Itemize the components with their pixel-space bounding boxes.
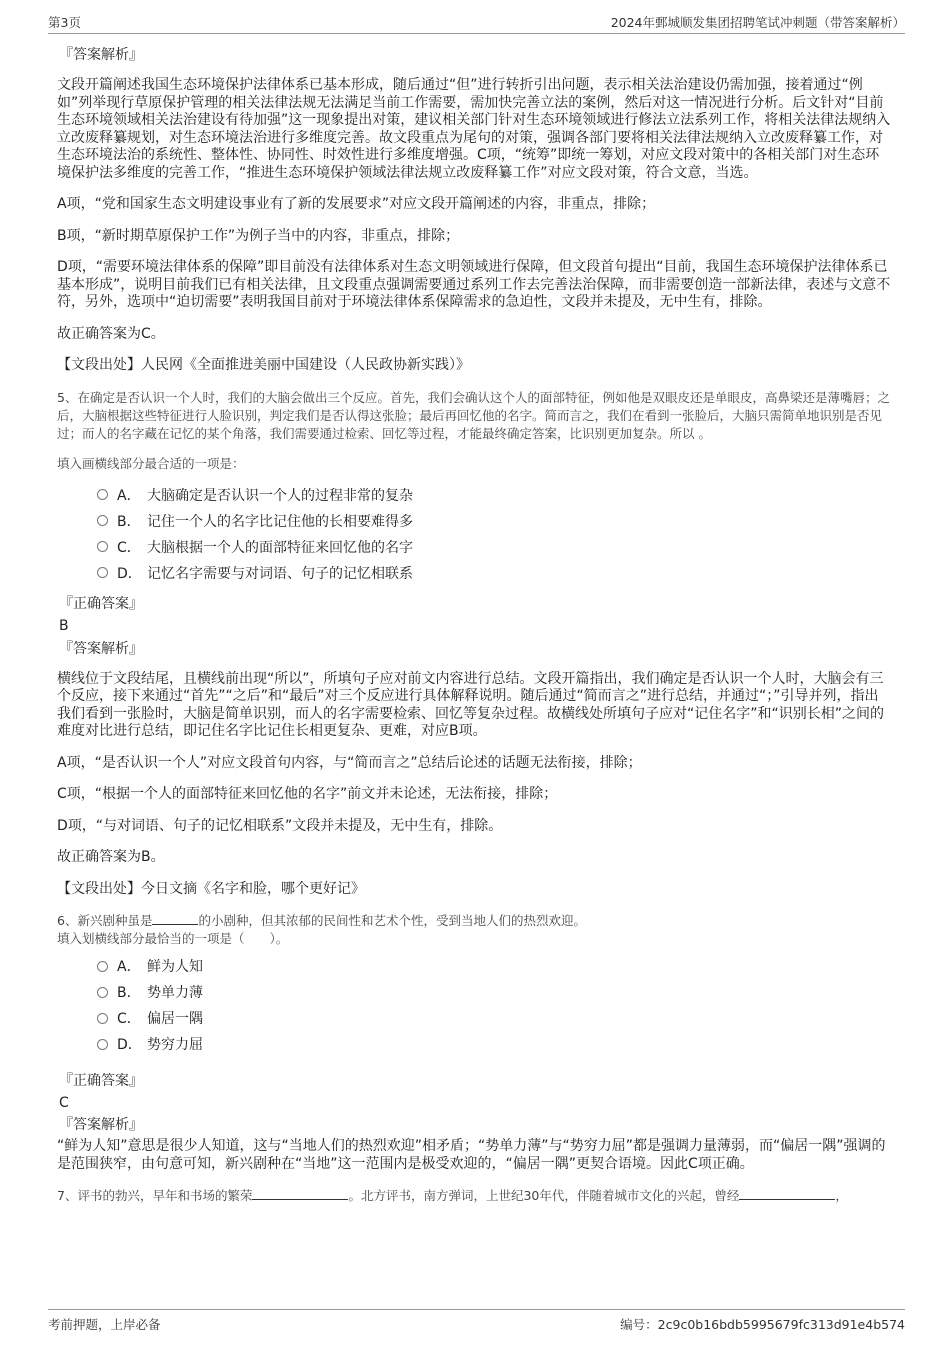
- q4-analysis-label: 『答案解析』: [59, 47, 143, 63]
- q5-option-c-analysis: C项，“根据一个人的面部特征来回忆他的名字”前文并未论述，无法衔接，排除；: [57, 786, 558, 802]
- radio-icon[interactable]: [97, 987, 108, 998]
- q6-prompt: 填入划横线部分最恰当的一项是（ ）。: [57, 931, 289, 946]
- radio-icon[interactable]: [97, 567, 108, 578]
- page-number: 第3页: [48, 15, 81, 30]
- q5-analysis: 横线位于文段结尾，且横线前出现“所以”，所填句子应对前文内容进行总结。文段开篇指出，我们确定是否认识一个人时，大脑会有三个反应，接下来通过“首先”“之后”和“最后”对三个反应进行具体解释说明。随后通过“简而言之”进行总结，并通过“；”引导并列，指出我们看到一张脸时，大脑是简单识别，而人的名字需要检索、回忆等复杂过程。故横线处所填句子应对“记住名字”和“识别长相”之间的难度对比进行总结，即记住名字比记住长相更复杂、更难，对应B项。: [57, 670, 885, 739]
- q5-option-b[interactable]: B． 记住一个人的名字比记住他的长相要难得多: [97, 511, 892, 537]
- q4-option-a-analysis: A项，“党和国家生态文明建设事业有了新的发展要求”对应文段开篇阐述的内容，非重点，排除；: [57, 196, 656, 212]
- radio-icon[interactable]: [97, 1013, 108, 1024]
- document-title: 2024年鄄城顺发集团招聘笔试冲刺题（带答案解析）: [610, 15, 905, 30]
- q6-correct-label: 『正确答案』: [59, 1073, 143, 1089]
- q6-analysis-label: 『答案解析』: [59, 1117, 143, 1133]
- q5-correct-label: 『正确答案』: [59, 595, 143, 612]
- q6-stem: 6、新兴剧种虽是 的小剧种，但其浓郁的民间性和艺术个性，受到当地人们的热烈欢迎。: [57, 913, 586, 928]
- q4-conclusion: 故正确答案为C。: [57, 325, 165, 342]
- answer-blank: [152, 912, 198, 925]
- q5-option-d-analysis: D项，“与对词语、句子的记忆相联系”文段并未提及，无中生有，排除。: [57, 817, 503, 834]
- radio-icon[interactable]: [97, 1039, 108, 1050]
- q5-option-c[interactable]: C． 大脑根据一个人的面部特征来回忆他的名字: [97, 537, 892, 563]
- q5-conclusion: 故正确答案为B。: [57, 849, 165, 865]
- radio-icon[interactable]: [97, 489, 108, 500]
- q5-correct-answer: B: [59, 617, 69, 634]
- q6-option-c[interactable]: C． 偏居一隅: [97, 1008, 892, 1034]
- radio-icon[interactable]: [97, 541, 108, 552]
- q4-option-b-analysis: B项，“新时期草原保护工作”为例子当中的内容，非重点，排除；: [57, 227, 460, 244]
- q5-option-d[interactable]: D． 记忆名字需要与对词语、句子的记忆相联系: [97, 563, 892, 589]
- answer-blank: [252, 1187, 348, 1200]
- q5-prompt: 填入画横线部分最合适的一项是：: [57, 455, 245, 471]
- document-id: 编号：2c9c0b16bdb5995679fc313d91e4b574: [620, 1317, 905, 1332]
- q6-correct-answer: C: [59, 1095, 69, 1111]
- q6-options: [97, 956, 892, 1060]
- page-content: [57, 45, 892, 1205]
- q5-analysis-label: 『答案解析』: [59, 640, 143, 657]
- q5-options: [97, 485, 892, 589]
- q5-stem: 5、在确定是否认识一个人时，我们的大脑会做出三个反应。首先，我们会确认这个人的面部特征，例如他是双眼皮还是单眼皮，高鼻梁还是薄嘴唇；之后，大脑根据这些特征进行人脸识别，判定我们是否认得这张脸；最后再回忆他的名字。简而言之，我们在看到一张脸后，大脑只需简单地识别是否见过；而人的名字藏在记忆的某个角落，我们需要通过检索、回忆等过程，才能最终确定答案，比识别更加复杂。所以 。: [57, 389, 890, 441]
- q7-stem: 7、评书的勃兴，早年和书场的繁荣 。北方评书，南方弹词，上世纪30年代，伴随着城市文化的兴起，曾经 ，: [57, 1188, 848, 1203]
- answer-blank: [739, 1187, 835, 1200]
- q5-source: 【文段出处】今日文摘《名字和脸，哪个更好记》: [57, 880, 365, 897]
- radio-icon[interactable]: [97, 961, 108, 972]
- q4-option-d-analysis: D项，“需要环境法律体系的保障”即目前没有法律体系对生态文明领域进行保障，但文段首句提出“目前，我国生态环境保护法律体系已基本形成”，说明目前我们已有相关法律，且文段重点强调需要通过系列工作去完善法治保障，而非需要创造一部新法律，表述与文意不符，另外，选项中“迫切需要”表明我国目前对于环境法律体系保障需求的急迫性，文段并未提及，无中生有，排除。: [57, 259, 891, 310]
- q4-analysis: 文段开篇阐述我国生态环境保护法律体系已基本形成，随后通过“但”进行转折引出问题，表示相关法治建设仍需加强，接着通过“例如”列举现行草原保护管理的相关法律法规无法满足当前工作需要，需加快完善立法的案例，然后对这一情况进行分析。后文针对“目前生态环境领域相关法治建设有待加强”这一现象提出对策，建议相关部门针对生态环境领域进行修法立法系列工作，将相关法律法规纳入立改废释纂规划，对生态环境法治进行多维度完善。故文段重点为尾句的对策，强调各部门要将相关法律法规纳入立改废释纂工作，对生态环境法治的系统性、整体性、协同性、时效性进行多维度增强。C项，“统筹”即统一筹划，对应文段对策中的各相关部门对生态环境保护法多维度的完善工作，“推进生态环境保护领域法律法规立改废释纂工作”对应文段对策，符合文意，当选。: [57, 77, 891, 181]
- radio-icon[interactable]: [97, 515, 108, 526]
- q6-analysis: “鲜为人知”意思是很少人知道，这与“当地人们的热烈欢迎”相矛盾；“势单力薄”与“势穷力屈”都是强调力量薄弱，而“偏居一隅”强调的是范围狭窄，由句意可知，新兴剧种在“当地”这一范围内是极受欢迎的，“偏居一隅”更契合语境。因此C项正确。: [57, 1138, 886, 1172]
- q6-option-b[interactable]: B． 势单力薄: [97, 982, 892, 1008]
- footer-slogan: 考前押题，上岸必备: [48, 1317, 161, 1332]
- page-footer: [48, 1309, 905, 1334]
- q4-source: 【文段出处】人民网《全面推进美丽中国建设（人民政协新实践）》: [57, 357, 470, 373]
- page-header: [48, 13, 905, 34]
- q6-option-d[interactable]: D． 势穷力屈: [97, 1034, 892, 1060]
- q5-option-a[interactable]: A． 大脑确定是否认识一个人的过程非常的复杂: [97, 485, 892, 511]
- q5-option-a-analysis: A项，“是否认识一个人”对应文段首句内容，与“简而言之”总结后论述的话题无法衔接，排除；: [57, 754, 642, 771]
- q6-option-a[interactable]: A． 鲜为人知: [97, 956, 892, 982]
